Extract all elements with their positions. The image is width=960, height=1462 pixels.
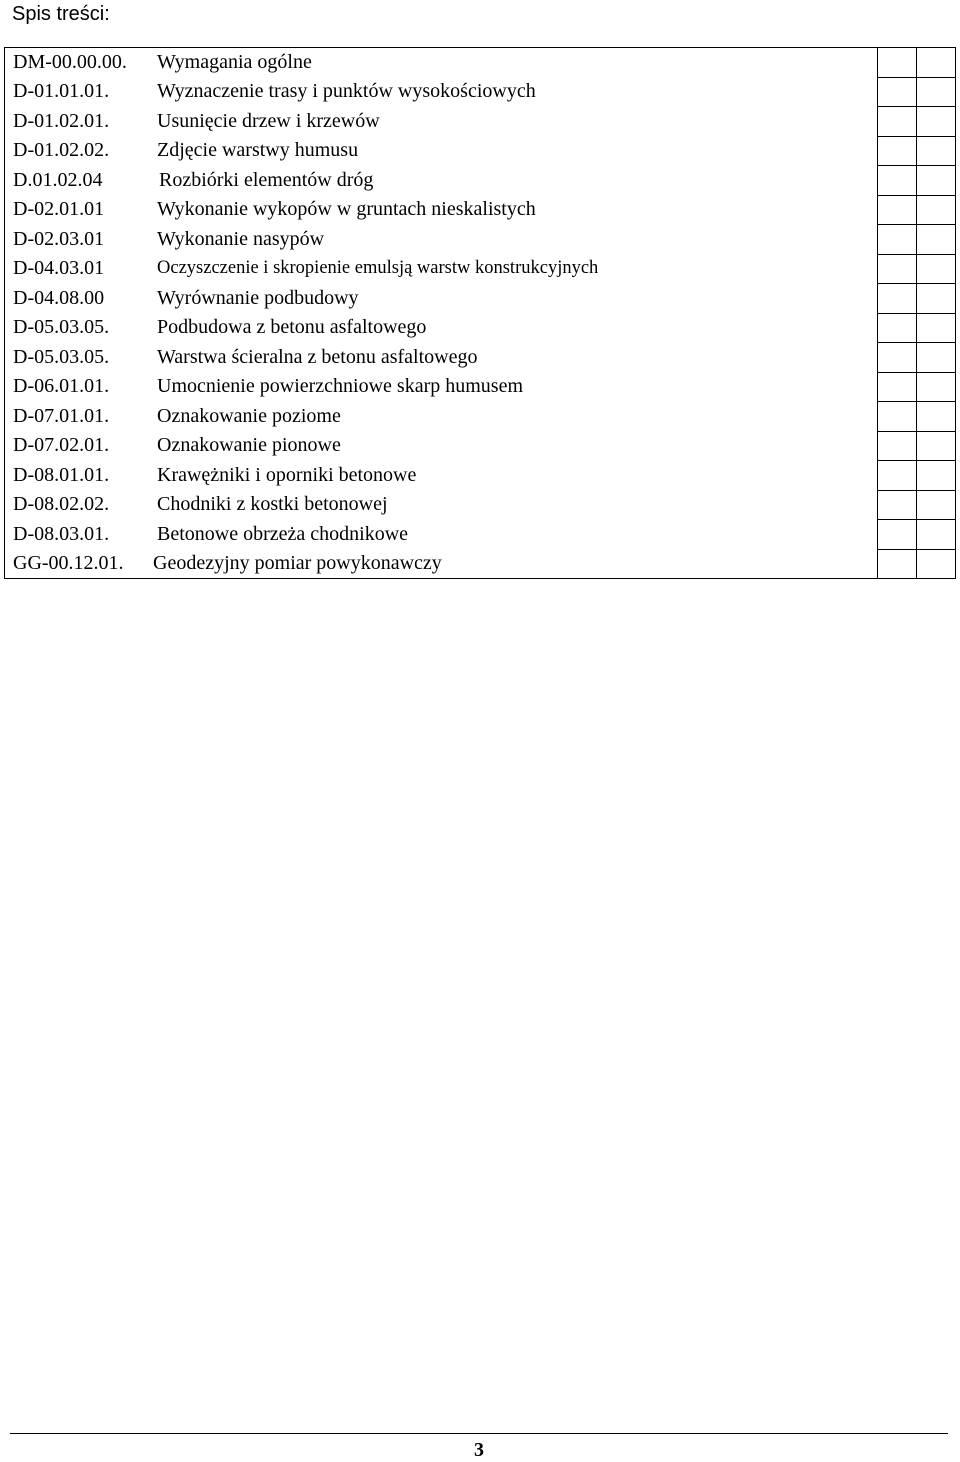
empty-cell bbox=[917, 520, 956, 550]
toc-entry-cell bbox=[5, 431, 878, 461]
spec-code: D-05.03.05. bbox=[13, 345, 110, 368]
spec-code: D-04.08.00 bbox=[13, 286, 105, 309]
spec-code: D-01.02.02. bbox=[13, 139, 110, 162]
toc-entry-cell bbox=[5, 402, 878, 432]
empty-cell bbox=[917, 107, 956, 137]
toc-entry-cell bbox=[5, 284, 878, 314]
table-row bbox=[5, 48, 956, 78]
spec-title: Warstwa ścieralna z betonu asfaltowego bbox=[157, 345, 478, 368]
empty-cell bbox=[878, 48, 917, 78]
toc-entry-cell bbox=[5, 166, 878, 196]
spec-code: D-02.01.01 bbox=[13, 198, 105, 221]
spec-title: Chodniki z kostki betonowej bbox=[157, 493, 388, 516]
table-row bbox=[5, 431, 956, 461]
empty-cell bbox=[917, 254, 956, 284]
empty-cell bbox=[917, 195, 956, 225]
spec-code: D-01.02.01. bbox=[13, 109, 110, 132]
empty-cell bbox=[878, 372, 917, 402]
empty-cell bbox=[878, 431, 917, 461]
table-row bbox=[5, 195, 956, 225]
toc-entry-cell bbox=[5, 372, 878, 402]
spec-title: Oznakowanie poziome bbox=[157, 404, 341, 427]
empty-cell bbox=[878, 195, 917, 225]
table-row bbox=[5, 461, 956, 491]
toc-entry-cell bbox=[5, 195, 878, 225]
empty-cell bbox=[917, 313, 956, 343]
spec-title: Wymagania ogólne bbox=[157, 51, 312, 73]
empty-cell bbox=[878, 343, 917, 373]
spec-title: Wykonanie wykopów w gruntach nieskalistych bbox=[157, 198, 536, 221]
table-row bbox=[5, 254, 956, 284]
empty-cell bbox=[878, 313, 917, 343]
spec-code: D-01.01.01. bbox=[13, 80, 110, 103]
table-row bbox=[5, 490, 956, 520]
spec-code: D-07.01.01. bbox=[13, 404, 110, 427]
empty-cell bbox=[878, 166, 917, 196]
spec-title: Krawężniki i oporniki betonowe bbox=[157, 463, 417, 486]
table-row bbox=[5, 343, 956, 373]
table-row bbox=[5, 225, 956, 255]
toc-entry-cell bbox=[5, 490, 878, 520]
spec-title: Usunięcie drzew i krzewów bbox=[157, 109, 380, 132]
spec-code: DM-00.00.00. bbox=[13, 51, 127, 73]
empty-cell bbox=[917, 549, 956, 579]
empty-cell bbox=[917, 402, 956, 432]
empty-cell bbox=[917, 431, 956, 461]
spec-code: D-02.03.01 bbox=[13, 227, 105, 250]
table-row bbox=[5, 166, 956, 196]
empty-cell bbox=[878, 402, 917, 432]
empty-cell bbox=[917, 225, 956, 255]
spec-title: Geodezyjny pomiar powykonawczy bbox=[153, 552, 442, 574]
table-row bbox=[5, 313, 956, 343]
toc-entry-cell bbox=[5, 136, 878, 166]
footer-rule bbox=[10, 1433, 948, 1434]
table-row bbox=[5, 549, 956, 579]
spec-title: Umocnienie powierzchniowe skarp humusem bbox=[157, 375, 524, 398]
empty-cell bbox=[878, 107, 917, 137]
empty-cell bbox=[917, 136, 956, 166]
spec-title: Betonowe obrzeża chodnikowe bbox=[157, 522, 409, 545]
spec-title: Oczyszczenie i skropienie emulsją warstw konstrukcyjnych bbox=[157, 258, 599, 279]
toc-entry-cell bbox=[5, 461, 878, 491]
spec-code: D-07.02.01. bbox=[13, 434, 110, 457]
empty-cell bbox=[917, 461, 956, 491]
empty-cell bbox=[878, 490, 917, 520]
toc-entry-cell bbox=[5, 254, 878, 284]
table-row bbox=[5, 77, 956, 107]
toc-entry-cell bbox=[5, 549, 878, 579]
empty-cell bbox=[878, 549, 917, 579]
spec-code: D-04.03.01 bbox=[13, 257, 105, 280]
spec-code: D-06.01.01. bbox=[13, 375, 110, 398]
spec-code: D-05.03.05. bbox=[13, 316, 110, 339]
spec-code: D-08.02.02. bbox=[13, 493, 110, 516]
toc-table bbox=[4, 47, 956, 579]
empty-cell bbox=[917, 284, 956, 314]
empty-cell bbox=[878, 225, 917, 255]
empty-cell bbox=[917, 48, 956, 78]
toc-entry-cell bbox=[5, 520, 878, 550]
spec-code: D-08.01.01. bbox=[13, 463, 110, 486]
table-row bbox=[5, 136, 956, 166]
spec-code: D-08.03.01. bbox=[13, 522, 110, 545]
toc-entry-cell bbox=[5, 225, 878, 255]
empty-cell bbox=[878, 254, 917, 284]
empty-cell bbox=[917, 372, 956, 402]
table-row bbox=[5, 402, 956, 432]
toc-entry-cell bbox=[5, 343, 878, 373]
toc-entry-cell bbox=[5, 313, 878, 343]
spec-title: Wyrównanie podbudowy bbox=[157, 286, 359, 309]
empty-cell bbox=[878, 520, 917, 550]
empty-cell bbox=[917, 343, 956, 373]
empty-cell bbox=[878, 461, 917, 491]
spec-title: Rozbiórki elementów dróg bbox=[159, 168, 374, 191]
toc-entry-cell bbox=[5, 107, 878, 137]
spec-title: Oznakowanie pionowe bbox=[157, 434, 341, 457]
spec-code: D.01.02.04 bbox=[13, 168, 103, 191]
spec-title: Zdjęcie warstwy humusu bbox=[157, 139, 359, 162]
empty-cell bbox=[878, 136, 917, 166]
table-row bbox=[5, 284, 956, 314]
empty-cell bbox=[917, 166, 956, 196]
empty-cell bbox=[917, 77, 956, 107]
toc-entry-cell bbox=[5, 77, 878, 107]
toc-entry-cell bbox=[5, 48, 878, 78]
toc-heading: Spis treści: bbox=[12, 3, 110, 25]
table-row bbox=[5, 520, 956, 550]
spec-title: Wykonanie nasypów bbox=[157, 227, 325, 250]
empty-cell bbox=[878, 284, 917, 314]
empty-cell bbox=[878, 77, 917, 107]
page-number: 3 bbox=[474, 1439, 484, 1461]
empty-cell bbox=[917, 490, 956, 520]
spec-title: Podbudowa z betonu asfaltowego bbox=[157, 316, 427, 339]
spec-code: GG-00.12.01. bbox=[13, 552, 124, 574]
table-row bbox=[5, 107, 956, 137]
spec-title: Wyznaczenie trasy i punktów wysokościowych bbox=[157, 80, 536, 103]
table-row bbox=[5, 372, 956, 402]
